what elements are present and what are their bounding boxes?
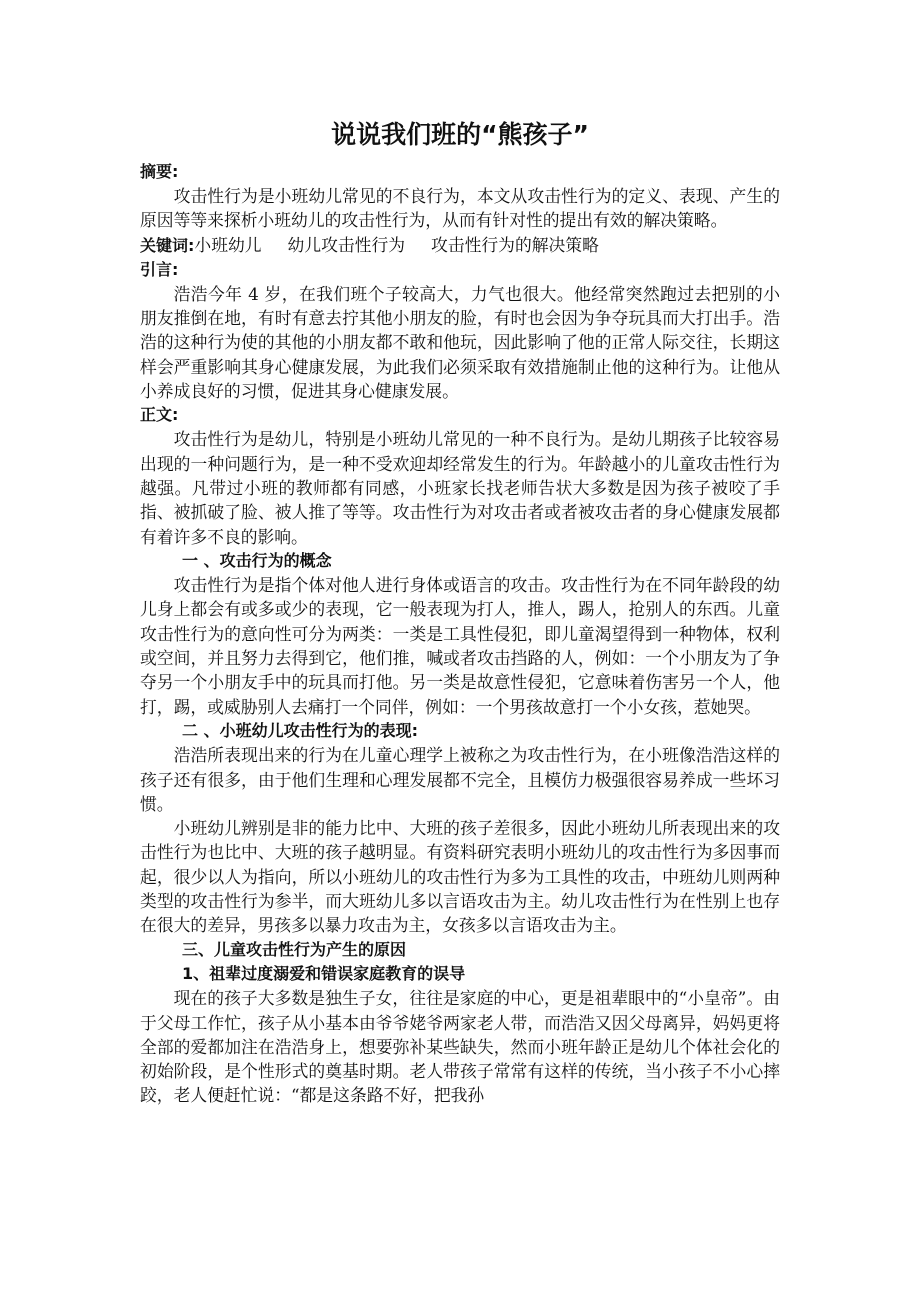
keywords-line: [140, 233, 780, 258]
keyword-item: 幼儿攻击性行为: [287, 234, 406, 255]
intro-text: 浩浩今年 4 岁，在我们班个子较高大，力气也很大。他经常突然跑过去把别的小朋友推倒在地，有时有意去拧其他小朋友的脸，有时也会因为争夺玩具而大打出手。浩浩的这种行为使的其他的小朋友都不敢和他玩，因此影响了他的正常人际交往，长期这样会严重影响其身心健康发展，为此我们必须采取有效措施制止他的这种行为。让他从小养成良好的习惯，促进其身心健康发展。: [140, 283, 780, 402]
body-paragraph: 攻击性行为是幼儿，特别是小班幼儿常见的一种不良行为。是幼儿期孩子比较容易出现的一种问题行为，是一种不受欢迎却经常发生的行为。年龄越小的儿童攻击性行为越强。凡带过小班的教师都有同感，小班家长找老师告状大多数是因为孩子被咬了手指、被抓破了脸、被人推了等等。攻击性行为对攻击者或者被攻击者的身心健康发展都有着许多不良的影响。: [140, 429, 780, 547]
intro-label: 引言:: [140, 259, 179, 279]
keywords-label: 关键词:: [140, 235, 195, 255]
body-paragraph: 浩浩所表现出来的行为在儿童心理学上被称之为攻击性行为，在小班像浩浩这样的孩子还有很多，由于他们生理和心理发展都不完全，且模仿力极强很容易养成一些坏习惯。: [140, 745, 780, 814]
section-heading-3: 三、儿童攻击性行为产生的原因: [182, 939, 407, 959]
keyword-item: 攻击性行为的解决策略: [431, 234, 599, 255]
section-heading-2: 二 、小班幼儿攻击性行为的表现:: [182, 720, 418, 740]
page-title: 说说我们班的“熊孩子”: [331, 120, 589, 149]
abstract-label: 摘要:: [140, 162, 179, 181]
subsection-heading-3-1: 1、祖辈过度溺爱和错误家庭教育的误导: [182, 963, 466, 983]
keyword-item: 小班幼儿: [194, 234, 262, 255]
body-label: 正文:: [140, 405, 179, 425]
body-paragraph: 现在的孩子大多数是独生子女，往往是家庭的中心，更是祖辈眼中的“小皇帝”。由于父母工作忙，孩子从小基本由爷爷姥爷两家老人带，而浩浩又因父母离异，妈妈更将全部的爱都加注在浩浩身上，想要弥补某些缺失，然而小班年龄正是幼儿个体社会化的初始阶段，是个性形式的奠基时期。老人带孩子常常有这样的传统，当小孩子不小心摔跤，老人便赶忙说：“都是这条路不好，把我孙: [140, 988, 780, 1106]
body-paragraph: 攻击性行为是指个体对他人进行身体或语言的攻击。攻击性行为在不同年龄段的幼儿身上都会有或多或少的表现，它一般表现为打人，推人，踢人，抢别人的东西。儿童攻击性行为的意向性可分为两类：一类是工具性侵犯，即儿童渴望得到一种物体，权利或空间，并且努力去得到它，他们推，喊或者攻击挡路的人，例如：一个小朋友为了争夺另一个小朋友手中的玩具而打他。另一类是故意性侵犯，它意味着伤害另一个人，他打，踢，或威胁别人去痛打一个同伴，例如：一个男孩故意打一个小女孩，惹她哭。: [140, 575, 780, 717]
body-paragraph: 小班幼儿辨别是非的能力比中、大班的孩子差很多，因此小班幼儿所表现出来的攻击性行为也比中、大班的孩子越明显。有资料研究表明小班幼儿的攻击性行为多因事而起，很少以人为指向，所以小班幼儿的攻击性行为多为工具性的攻击，中班幼儿则两种类型的攻击性行为参半，而大班幼儿多以言语攻击为主。幼儿攻击性行为在性别上也存在很大的差异，男孩多以暴力攻击为主，女孩多以言语攻击为主。: [140, 818, 780, 936]
section-heading-1: 一 、攻击行为的概念: [182, 550, 332, 570]
abstract-text: 攻击性行为是小班幼儿常见的不良行为，本文从攻击性行为的定义、表现、产生的原因等等来探析小班幼儿的攻击性行为，从而有针对性的提出有效的解决策略。: [140, 186, 780, 231]
